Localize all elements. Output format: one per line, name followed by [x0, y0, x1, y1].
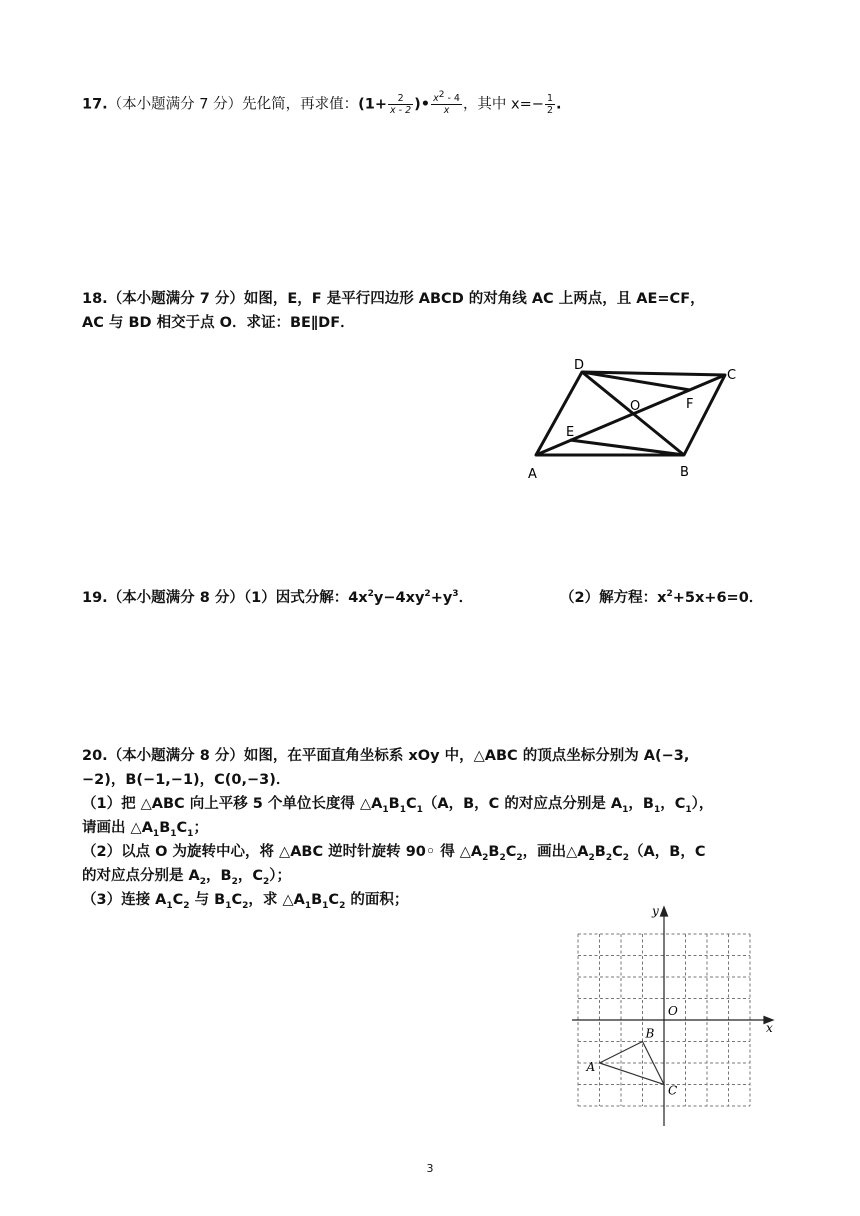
- q19-sup: 3: [452, 589, 459, 600]
- origin-label: O: [668, 1004, 678, 1018]
- q20-sub: 1: [187, 828, 194, 839]
- q19-part1-d: ．: [458, 590, 474, 606]
- q17-fraction-2: $\frac{x^2 - 4}{x}$: [433, 89, 460, 116]
- q20-sub: 2: [482, 852, 489, 863]
- q20-p1l2-b: B: [159, 820, 171, 836]
- label-b: B: [680, 465, 689, 480]
- q20-p3-f: B: [311, 892, 323, 908]
- q20-p2-b: B: [488, 844, 500, 860]
- q20-sub: 1: [166, 900, 173, 911]
- q20-sub: 2: [516, 852, 523, 863]
- q20-p2-e: B: [594, 844, 606, 860]
- y-axis-arrow: [661, 907, 668, 916]
- question-18-line-2: [82, 313, 355, 333]
- q20-sub: 2: [183, 900, 190, 911]
- q19-part2: （2）解方程：x: [560, 590, 667, 606]
- question-20-part-2-line-2: [82, 866, 291, 886]
- diagonal-ac: [536, 375, 725, 455]
- q20-p2-c: C: [505, 844, 517, 860]
- question-20-line-2: [82, 770, 290, 790]
- q17-close-paren: )•: [414, 96, 431, 113]
- question-20-part-1-line-2: [82, 818, 208, 838]
- q20-p2l2-d: ）；: [269, 868, 292, 884]
- point-label-c: C: [668, 1083, 678, 1098]
- q20-sub: 1: [382, 804, 389, 815]
- q17-head: （本小题满分 7 分）先化简，再求值：: [107, 96, 359, 113]
- q20-p2l2: 的对应点分别是 A: [82, 868, 200, 884]
- q17-open-paren: (1+: [358, 96, 388, 113]
- question-18-line-1: [82, 289, 705, 309]
- q20-sub: 1: [685, 804, 692, 815]
- label-a: A: [528, 467, 537, 482]
- q20-sub: 1: [304, 900, 312, 911]
- question-19-part-2: [560, 588, 763, 608]
- label-c: C: [727, 368, 737, 383]
- q20-number: 20.: [82, 748, 108, 764]
- q20-sub: 1: [225, 900, 232, 911]
- q20-p2l2-b: ，B: [206, 868, 232, 884]
- q19-number: 19.: [82, 590, 108, 606]
- question-17: [82, 89, 562, 116]
- q20-sub: 1: [416, 804, 423, 815]
- q19-part1-b: y−4xy: [373, 590, 425, 606]
- axis-label-x: x: [766, 1021, 773, 1035]
- page-number: 3: [426, 1162, 434, 1175]
- q20-sub: 2: [242, 900, 249, 911]
- label-e: E: [566, 425, 575, 440]
- q20-sub: 2: [339, 900, 346, 911]
- q20-sub: 2: [605, 852, 613, 863]
- q17-tail: ，其中 x=−: [462, 96, 544, 113]
- q20-sub: 1: [653, 804, 661, 815]
- q20-p2-d: ，画出△A: [522, 844, 589, 860]
- q18-number: 18.: [82, 291, 108, 307]
- q20-p1l2-d: ；: [193, 820, 208, 836]
- question-20-part-1: [82, 794, 713, 814]
- q17-fraction-1: $\frac{2}{x - 2}$: [390, 93, 412, 116]
- label-f: F: [686, 397, 694, 412]
- q18-text-1: （本小题满分 7 分）如图，E，F 是平行四边形 ABCD 的对角线 AC 上两点，且 AE=CF，: [107, 291, 705, 307]
- coordinate-grid-figure: [566, 900, 782, 1130]
- label-o: O: [630, 399, 641, 414]
- q19-part1-c: +y: [430, 590, 453, 606]
- q20-p1-c: C: [405, 796, 417, 812]
- q20-sub: 2: [199, 876, 207, 887]
- q19-sup: 2: [367, 589, 374, 600]
- axis-label-y: y: [652, 904, 659, 918]
- q17-end: .: [555, 96, 562, 113]
- q17-number: 17.: [82, 96, 108, 113]
- q20-p2-g: （A，B，C: [629, 844, 706, 860]
- q18-text-2: AC 与 BD 相交于点 O．求证：BE∥DF．: [82, 315, 355, 331]
- q20-sub: 2: [588, 852, 595, 863]
- q20-p1l2-c: C: [176, 820, 188, 836]
- question-19: [82, 588, 473, 608]
- q20-p2l2-c: ，C: [237, 868, 264, 884]
- q20-p1-d: （A，B，C 的对应点分别是 A: [422, 796, 623, 812]
- q19-part2-b: +5x+6=0．: [672, 590, 764, 606]
- q19-sup: 2: [424, 589, 431, 600]
- q20-p3-d: C: [231, 892, 243, 908]
- q20-sub: 2: [622, 852, 630, 863]
- q20-sub: 2: [499, 852, 506, 863]
- q20-p1-b: B: [388, 796, 400, 812]
- q20-p3-e: ，求 △A: [248, 892, 305, 908]
- q20-p1l2: 请画出 △A: [82, 820, 153, 836]
- question-20-line-1: [82, 746, 689, 766]
- q20-text-1: （本小题满分 8 分）如图，在平面直角坐标系 xOy 中，△ABC 的顶点坐标分别为 A(−3,: [107, 748, 690, 764]
- q20-sub: 1: [622, 804, 629, 815]
- q19-part1: （本小题满分 8 分）（1）因式分解：4x: [107, 590, 368, 606]
- q20-sub: 2: [231, 876, 238, 887]
- q20-p3: （3）连接 A: [82, 892, 167, 908]
- q19-sup: 2: [666, 589, 673, 600]
- q20-p3-b: C: [172, 892, 184, 908]
- q20-sub: 2: [263, 876, 270, 887]
- q20-p3-g: C: [328, 892, 340, 908]
- q20-p2: （2）以点 O 为旋转中心，将 △ABC 逆时针旋转 90◦ 得 △A: [82, 844, 483, 860]
- q20-p1: （1）把 △ABC 向上平移 5 个单位长度得 △A: [82, 796, 383, 812]
- q20-p1-f: ，C: [660, 796, 686, 812]
- q17-fraction-3: $\frac{1}{2}$: [546, 93, 553, 116]
- parallelogram-figure: [520, 352, 780, 487]
- q20-p2-f: C: [612, 844, 623, 860]
- label-d: D: [574, 358, 585, 373]
- question-20-part-2: [82, 842, 705, 862]
- q20-p1-e: ，B: [628, 796, 654, 812]
- q20-sub: 1: [170, 828, 177, 839]
- q20-p3-h: 的面积；: [345, 892, 409, 908]
- q20-text-2: −2)，B(−1,−1)，C(0,−3)．: [82, 772, 291, 788]
- q20-p3-c: 与 B: [189, 892, 226, 908]
- point-label-a: A: [586, 1060, 596, 1074]
- point-label-b: B: [645, 1026, 655, 1041]
- q20-sub: 1: [399, 804, 406, 815]
- q20-sub: 1: [152, 828, 160, 839]
- q20-sub: 1: [322, 900, 329, 911]
- triangle-abc: [600, 1042, 665, 1085]
- question-20-part-3: [82, 890, 408, 910]
- q20-p1-g: ），: [691, 796, 714, 812]
